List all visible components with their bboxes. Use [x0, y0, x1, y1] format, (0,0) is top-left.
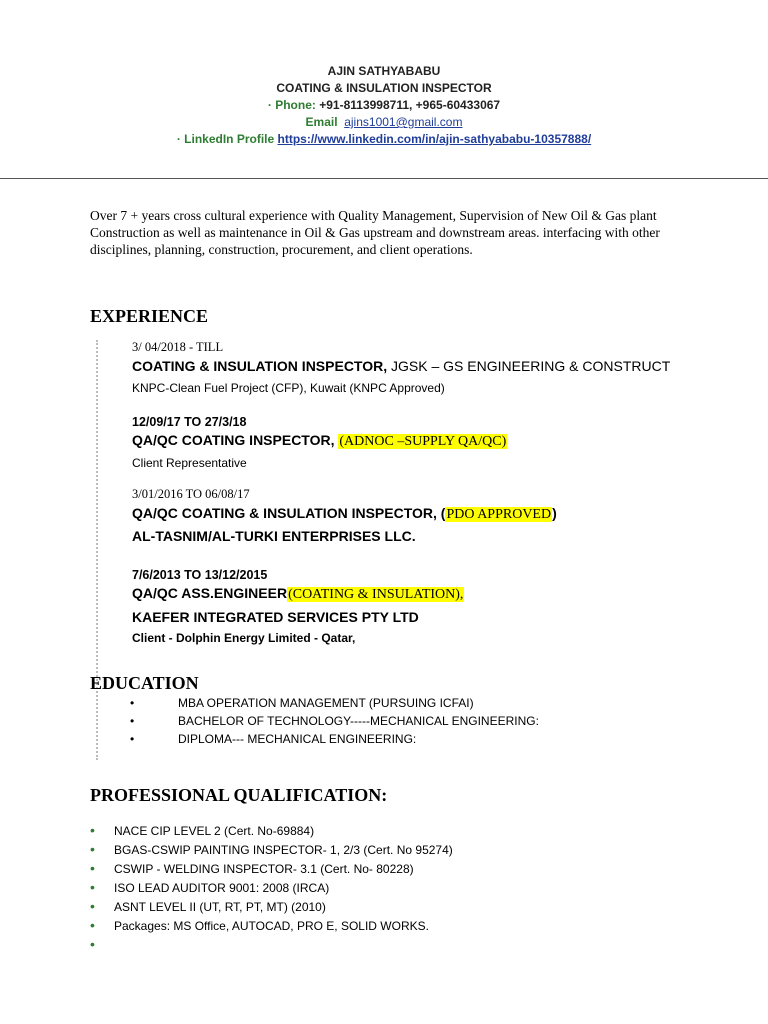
- bullet-icon: •: [90, 898, 95, 914]
- qualification-item-text: CSWIP - WELDING INSPECTOR- 3.1 (Cert. No- 80228): [114, 862, 414, 876]
- job-2-title: QA/QC COATING INSPECTOR,: [132, 432, 339, 448]
- education-heading: EDUCATION: [90, 673, 199, 693]
- job-1-company: JGSK – GS ENGINEERING & CONSTRUCT: [387, 358, 671, 374]
- section-dotted-rule: [96, 340, 98, 760]
- job-4-title: QA/QC ASS.ENGINEER: [132, 585, 288, 601]
- qualification-item: [90, 860, 414, 876]
- qualification-item: [90, 936, 114, 952]
- qualification-item-text: Packages: MS Office, AUTOCAD, PRO E, SOLID WORKS.: [114, 919, 429, 933]
- linkedin-label: · LinkedIn Profile: [176, 132, 275, 146]
- candidate-name: AJIN SATHYABABU: [327, 64, 441, 78]
- job-4-title-line: [132, 585, 464, 603]
- job-3-company: AL-TASNIM/AL-TURKI ENTERPRISES LLC.: [132, 528, 416, 544]
- qualification-item-text: ISO LEAD AUDITOR 9001: 2008 (IRCA): [114, 881, 330, 895]
- bullet-icon: •: [130, 696, 135, 710]
- job-2-highlight: (ADNOC –SUPPLY QA/QC): [339, 434, 507, 449]
- job-2-date: 12/09/17 TO 27/3/18: [132, 415, 247, 429]
- bullet-icon: •: [90, 860, 95, 876]
- qualification-item: [90, 898, 326, 914]
- education-item: [130, 714, 539, 728]
- job-1-title: COATING & INSULATION INSPECTOR,: [132, 358, 388, 374]
- job-3-highlight: PDO APPROVED: [446, 507, 552, 522]
- job-3-date: 3/01/2016 TO 06/08/17: [132, 487, 250, 501]
- bullet-icon: •: [90, 879, 95, 895]
- education-item-text: BACHELOR OF TECHNOLOGY-----MECHANICAL ENGINEERING:: [178, 714, 539, 728]
- job-3-title-line: [132, 505, 557, 523]
- job-2-title-line: [132, 432, 507, 450]
- qualification-item-text: NACE CIP LEVEL 2 (Cert. No-69884): [114, 824, 315, 838]
- qualification-heading: PROFESSIONAL QUALIFICATION:: [90, 785, 388, 805]
- header-divider: [0, 178, 768, 179]
- education-item-text: MBA OPERATION MANAGEMENT (PURSUING ICFAI): [178, 696, 474, 710]
- job-1-project: KNPC-Clean Fuel Project (CFP), Kuwait (KNPC Approved): [132, 381, 445, 395]
- email-link[interactable]: ajins1001@gmail.com: [344, 115, 463, 129]
- linkedin-link[interactable]: https://www.linkedin.com/in/ajin-sathyababu-10357888/: [277, 132, 592, 146]
- job-4-client: Client - Dolphin Energy Limited - Qatar,: [132, 631, 356, 645]
- qualification-item: [90, 879, 329, 895]
- bullet-icon: •: [90, 841, 95, 857]
- profile-summary: Over 7 + years cross cultural experience with Quality Management, Supervision of New Oil & Gas plant Construction as well as maintenance in Oil & Gas upstream and downstream areas. interfacing with other disciplines, planning, construction, procurement, and client operations.: [90, 208, 660, 257]
- email-label: Email: [305, 115, 338, 129]
- qualification-item: [90, 822, 314, 838]
- qualification-item: [90, 841, 453, 857]
- qualification-item: [90, 917, 429, 933]
- phone-value: +91-8113998711, +965-60433067: [319, 98, 501, 112]
- job-3-title: QA/QC COATING & INSULATION INSPECTOR, (: [132, 505, 446, 521]
- bullet-icon: •: [130, 714, 135, 728]
- bullet-icon: •: [90, 936, 95, 952]
- phone-label: · Phone:: [267, 98, 316, 112]
- job-3-title-end: ): [552, 505, 557, 521]
- education-item: [130, 696, 474, 710]
- email-line: [0, 115, 768, 129]
- job-1-date: 3/ 04/2018 - TILL: [132, 340, 224, 354]
- bullet-icon: •: [130, 732, 135, 746]
- bullet-icon: •: [90, 822, 95, 838]
- education-item: [130, 732, 416, 746]
- bullet-icon: •: [90, 917, 95, 933]
- job-2-role-note: Client Representative: [132, 456, 247, 470]
- qualification-item-text: BGAS-CSWIP PAINTING INSPECTOR- 1, 2/3 (Cert. No 95274): [114, 843, 453, 857]
- job-1-title-line: [132, 358, 670, 374]
- experience-heading: EXPERIENCE: [90, 306, 209, 326]
- phone-line: [0, 98, 768, 112]
- job-4-highlight: (COATING & INSULATION),: [288, 587, 464, 602]
- qualification-item-text: ASNT LEVEL II (UT, RT, PT, MT) (2010): [114, 900, 326, 914]
- linkedin-line: [0, 132, 768, 146]
- job-4-company: KAEFER INTEGRATED SERVICES PTY LTD: [132, 609, 419, 625]
- job-4-date: 7/6/2013 TO 13/12/2015: [132, 568, 268, 582]
- education-item-text: DIPLOMA--- MECHANICAL ENGINEERING:: [178, 732, 417, 746]
- candidate-role: COATING & INSULATION INSPECTOR: [276, 81, 492, 95]
